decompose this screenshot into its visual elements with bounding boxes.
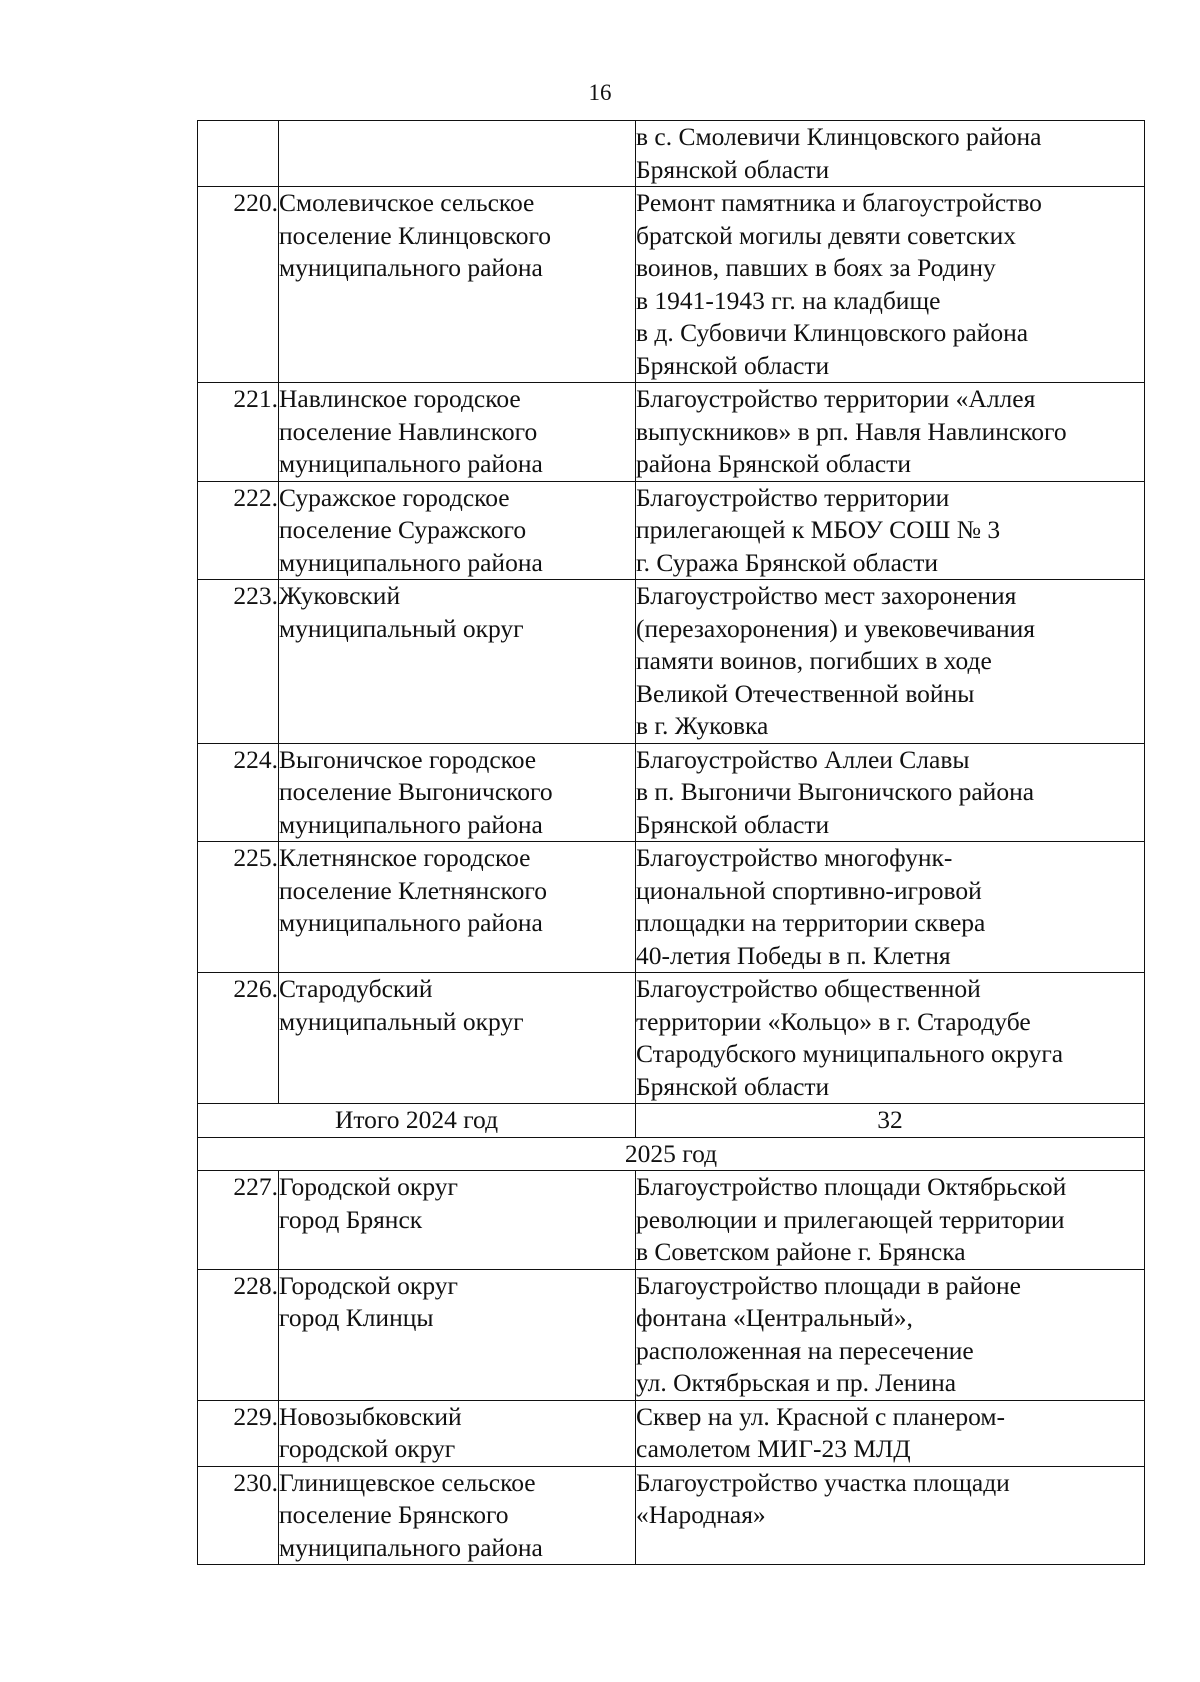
- municipality-cell: [279, 481, 636, 580]
- object-cell: [636, 743, 1145, 842]
- row-number: 220.: [198, 187, 279, 383]
- object-line: (перезахоронения) и увековечивания: [636, 613, 1036, 643]
- table-row: [198, 743, 1145, 842]
- object-cell: [636, 1269, 1145, 1400]
- objects-table: [197, 120, 1145, 1565]
- object-line: циональной спортивно-игровой: [636, 875, 982, 905]
- object-line: Брянской области: [636, 1071, 830, 1101]
- object-cell: [636, 121, 1145, 187]
- municipality-line: городской округ: [279, 1434, 456, 1463]
- table-row: [198, 1466, 1145, 1565]
- object-line: прилегающей к МБОУ СОШ № 3: [636, 515, 1001, 544]
- municipality-cell: [279, 1171, 636, 1270]
- object-line: воинов, павших в боях за Родину: [636, 253, 996, 282]
- municipality-line: поселение Клетнянского: [279, 875, 547, 905]
- municipality-cell: [279, 842, 636, 973]
- table-row: [198, 481, 1145, 580]
- table-row: [198, 1400, 1145, 1466]
- object-line: самолетом МИГ-23 МЛД: [636, 1434, 911, 1463]
- object-cell: [636, 1466, 1145, 1565]
- row-number: [198, 121, 279, 187]
- municipality-line: Стародубский: [279, 974, 433, 1003]
- municipality-line: Городской округ: [279, 1270, 458, 1300]
- object-line: в Советском районе г. Брянска: [636, 1237, 966, 1266]
- municipality-cell: [279, 743, 636, 842]
- municipality-line: город Клинцы: [279, 1303, 434, 1332]
- object-cell: [636, 481, 1145, 580]
- municipality-line: муниципального района: [279, 547, 543, 577]
- municipality-line: Клетнянское городское: [279, 843, 531, 872]
- object-line: расположенная на пересечение: [636, 1335, 974, 1365]
- object-line: революции и прилегающей территории: [636, 1204, 1065, 1234]
- total-value: 32: [636, 1104, 1145, 1138]
- object-line: Благоустройство территории «Аллея: [636, 384, 1036, 413]
- object-line: 40-летия Победы в п. Клетня: [636, 940, 951, 970]
- row-number: 229.: [198, 1400, 279, 1466]
- year-2025-row: [198, 1137, 1145, 1171]
- object-line: г. Суража Брянской области: [636, 547, 939, 577]
- object-line: Благоустройство Аллеи Славы: [636, 744, 970, 774]
- table-row: [198, 1171, 1145, 1270]
- table-row: [198, 383, 1145, 482]
- row-number: 228.: [198, 1269, 279, 1400]
- object-line: Благоустройство общественной: [636, 974, 981, 1003]
- object-line: Сквер на ул. Красной с планером-: [636, 1401, 1005, 1431]
- object-line: района Брянской области: [636, 449, 911, 478]
- object-cell: [636, 383, 1145, 482]
- object-line: Благоустройство площади Октябрьской: [636, 1172, 1067, 1201]
- municipality-line: поселение Брянского: [279, 1500, 509, 1529]
- municipality-line: Городской округ: [279, 1172, 458, 1201]
- object-line: Брянской области: [636, 809, 830, 839]
- municipality-cell: [279, 973, 636, 1104]
- municipality-cell: [279, 580, 636, 744]
- municipality-line: Жуковский: [279, 581, 401, 610]
- object-line: выпускников» в рп. Навля Навлинского: [636, 416, 1067, 446]
- total-label: Итого 2024 год: [198, 1104, 636, 1138]
- object-line: Ремонт памятника и благоустройство: [636, 188, 1042, 217]
- municipality-cell: [279, 1466, 636, 1565]
- object-cell: [636, 187, 1145, 383]
- object-line: ул. Октябрьская и пр. Ленина: [636, 1368, 957, 1397]
- municipality-line: муниципального района: [279, 253, 543, 282]
- object-cell: [636, 1400, 1145, 1466]
- object-cell: [636, 1171, 1145, 1270]
- object-line: в 1941-1943 гг. на кладбище: [636, 285, 941, 315]
- municipality-line: Глинищевское сельское: [279, 1467, 536, 1497]
- municipality-line: муниципальный округ: [279, 1006, 524, 1036]
- row-number: 230.: [198, 1466, 279, 1565]
- row-number: 224.: [198, 743, 279, 842]
- municipality-line: поселение Выгоничского: [279, 777, 553, 806]
- municipality-line: Смолевичское сельское: [279, 188, 535, 217]
- page-number: 16: [588, 80, 612, 105]
- municipality-cell: [279, 1400, 636, 1466]
- object-line: Благоустройство территории: [636, 482, 950, 512]
- table-row: [198, 187, 1145, 383]
- object-line: братской могилы девяти советских: [636, 220, 1016, 250]
- municipality-line: Суражское городское: [279, 482, 510, 512]
- continuation-row: [198, 121, 1145, 187]
- object-line: площадки на территории сквера: [636, 908, 986, 937]
- row-number: 221.: [198, 383, 279, 482]
- object-line: в с. Смолевичи Клинцовского района: [636, 122, 1042, 151]
- municipality-line: муниципального района: [279, 908, 543, 937]
- object-line: Благоустройство площади в районе: [636, 1270, 1021, 1300]
- municipality-cell: [279, 383, 636, 482]
- municipality-line: муниципальный округ: [279, 613, 524, 643]
- object-line: территории «Кольцо» в г. Стародубе: [636, 1006, 1031, 1036]
- table-row: [198, 1269, 1145, 1400]
- municipality-line: поселение Суражского: [279, 515, 527, 544]
- object-line: Благоустройство мест захоронения: [636, 581, 1017, 610]
- total-2024-row: [198, 1104, 1145, 1138]
- municipality-line: муниципального района: [279, 1532, 543, 1562]
- object-line: в п. Выгоничи Выгоничского района: [636, 777, 1035, 806]
- municipality-cell: [279, 121, 636, 187]
- object-line: в д. Субовичи Клинцовского района: [636, 318, 1029, 347]
- row-number: 226.: [198, 973, 279, 1104]
- municipality-line: муниципального района: [279, 809, 543, 839]
- object-line: Великой Отечественной войны: [636, 678, 975, 708]
- object-cell: [636, 973, 1145, 1104]
- object-line: Брянской области: [636, 350, 830, 380]
- object-line: «Народная»: [636, 1500, 766, 1529]
- row-number: 225.: [198, 842, 279, 973]
- object-cell: [636, 842, 1145, 973]
- year-heading: 2025 год: [198, 1137, 1145, 1171]
- object-line: Благоустройство многофунк-: [636, 843, 953, 872]
- object-cell: [636, 580, 1145, 744]
- object-line: Стародубского муниципального округа: [636, 1039, 1064, 1068]
- object-line: в г. Жуковка: [636, 711, 769, 740]
- object-line: Благоустройство участка площади: [636, 1467, 1010, 1497]
- table-row: [198, 973, 1145, 1104]
- row-number: 222.: [198, 481, 279, 580]
- table-row: [198, 842, 1145, 973]
- municipality-cell: [279, 1269, 636, 1400]
- row-number: 223.: [198, 580, 279, 744]
- municipality-cell: [279, 187, 636, 383]
- object-line: фонтана «Центральный»,: [636, 1303, 913, 1332]
- table-row: [198, 580, 1145, 744]
- object-line: Брянской области: [636, 154, 830, 184]
- municipality-line: поселение Клинцовского: [279, 220, 552, 250]
- object-line: памяти воинов, погибших в ходе: [636, 646, 992, 675]
- municipality-line: Выгоничское городское: [279, 744, 537, 774]
- row-number: 227.: [198, 1171, 279, 1270]
- municipality-line: Новозыбковский: [279, 1401, 462, 1431]
- municipality-line: поселение Навлинского: [279, 416, 538, 446]
- municipality-line: муниципального района: [279, 449, 543, 478]
- municipality-line: Навлинское городское: [279, 384, 521, 413]
- municipality-line: город Брянск: [279, 1204, 423, 1234]
